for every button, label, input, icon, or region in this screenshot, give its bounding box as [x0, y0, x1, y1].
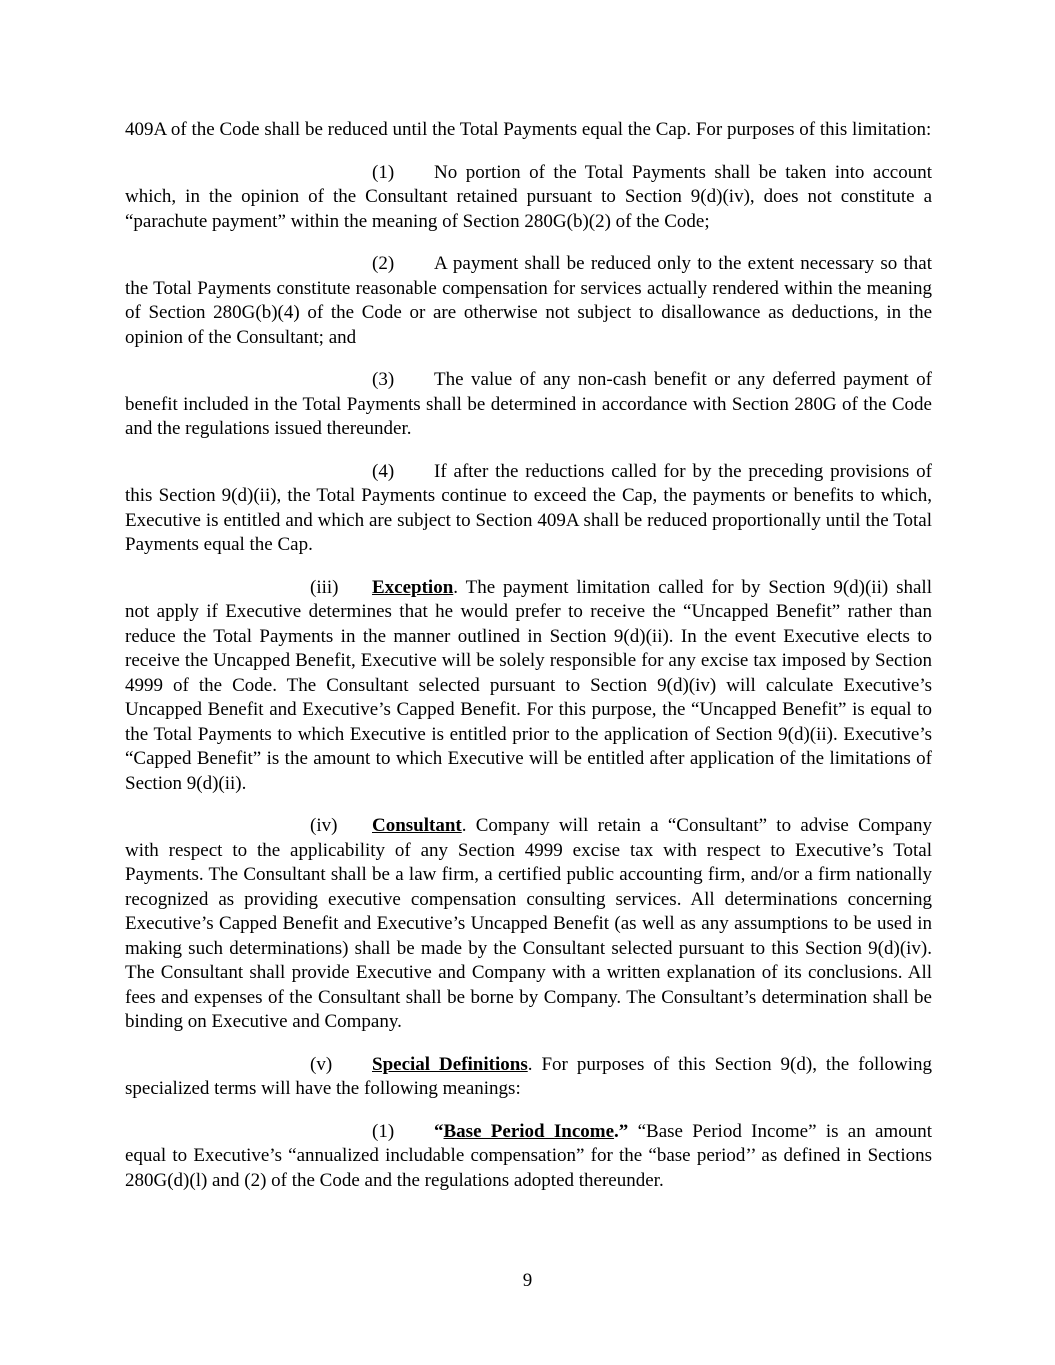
- defined-term-exception: Exception: [372, 576, 454, 598]
- item-number: (iv): [310, 815, 338, 836]
- paragraph-base-period-income: [125, 1120, 932, 1194]
- item-number: (iii): [310, 576, 339, 598]
- paragraph-item-3: [125, 368, 932, 442]
- defined-term-open-quote: “: [434, 1120, 444, 1142]
- defined-term-base-period-income: Base Period Income: [443, 1120, 615, 1142]
- paragraph-text: No portion of the Total Payments shall be taken into account which, in the opinion of the Consultant retained pursuant to Section 9(d)(iv), does not constitute a “parachute payment” within the meaning of Section 280G(b)(2) of the Code;: [125, 161, 932, 232]
- item-number: (1): [372, 1120, 395, 1142]
- defined-term-close-quote: .”: [614, 1120, 629, 1142]
- paragraph-item-1: [125, 161, 932, 235]
- paragraph-text: If after the reductions called for by the preceding provisions of this Section 9(d)(ii), the Total Payments continue to exceed the Cap, the payments or benefits to which, Executive is entitled and which are subject to Section 409A shall be reduced proportionally until the Total Payments equal the Cap.: [125, 460, 932, 555]
- paragraph-text: A payment shall be reduced only to the extent necessary so that the Total Payments constitute reasonable compensation for services actually rendered within the meaning of Section 280G(b)(4) of the Code or are otherwise not subject to disallowance as deductions, in the opinion of the Consultant; and: [125, 253, 932, 348]
- item-number: (2): [372, 253, 395, 274]
- defined-term-special-definitions: Special Definitions: [372, 1053, 528, 1075]
- item-number: (3): [372, 369, 395, 390]
- paragraph-text: . Company will retain a “Consultant” to advise Company with respect to the applicability of any Section 4999 excise tax with respect to Executive’s Total Payments. The Consultant shall be a law firm, a certified public accounting firm, and/or a firm nationally recognized as providing executive compensation consulting services. All determinations concerning Executive’s Capped Benefit and Executive’s Uncapped Benefit (as well as any assumptions to be used in making such determinations) shall be made by the Consultant selected pursuant to this Section 9(d)(iv). The Consultant shall provide Executive and Company with a written explanation of its conclusions. All fees and expenses of the Consultant shall be borne by Company. The Consultant’s determination shall be binding on Executive and Company.: [125, 815, 932, 1032]
- paragraph-text: 409A of the Code shall be reduced until the Total Payments equal the Cap. For purposes of this limitation:: [125, 119, 932, 140]
- paragraph-text: . The payment limitation called for by Section 9(d)(ii) shall not apply if Executive determines that he would prefer to receive the “Uncapped Benefit” rather than reduce the Total Payments in the manner outlined in Section 9(d)(ii). In the event Executive elects to receive the Uncapped Benefit, Executive will be solely responsible for any excise tax imposed by Section 4999 of the Code. The Consultant selected pursuant to Section 9(d)(iv) will calculate Executive’s Uncapped Benefit and Executive’s Capped Benefit. For this purpose, the “Uncapped Benefit” is equal to the Total Payments to which Executive is entitled prior to the application of Section 9(d)(ii). Executive’s “Capped Benefit” is the amount to which Executive will be entitled after application of the limitations of Section 9(d)(ii).: [125, 576, 932, 794]
- item-number: (4): [372, 460, 395, 482]
- paragraph-text: . For purposes of this Section 9(d), the following specialized terms will have the following meanings:: [125, 1053, 933, 1099]
- paragraph-intro: [125, 118, 932, 143]
- item-number: (v): [310, 1053, 333, 1075]
- paragraph-item-2: [125, 252, 932, 350]
- paragraph-item-4: [125, 460, 932, 558]
- paragraph-exception: [125, 576, 932, 797]
- paragraph-text: “Base Period Income” is an amount equal to Executive’s “annualized includable compensation” for the “base period’’ as defined in Sections 280G(d)(l) and (2) of the Code and the regulations adopted thereunder.: [125, 1120, 932, 1191]
- paragraph-special-definitions: [125, 1053, 932, 1102]
- paragraph-consultant: [125, 814, 932, 1035]
- page-number: 9: [522, 1269, 533, 1291]
- paragraph-text: The value of any non-cash benefit or any deferred payment of benefit included in the Total Payments shall be determined in accordance with Section 280G of the Code and the regulations issued thereunder.: [125, 369, 932, 439]
- item-number: (1): [372, 161, 395, 183]
- defined-term-consultant: Consultant: [372, 815, 462, 836]
